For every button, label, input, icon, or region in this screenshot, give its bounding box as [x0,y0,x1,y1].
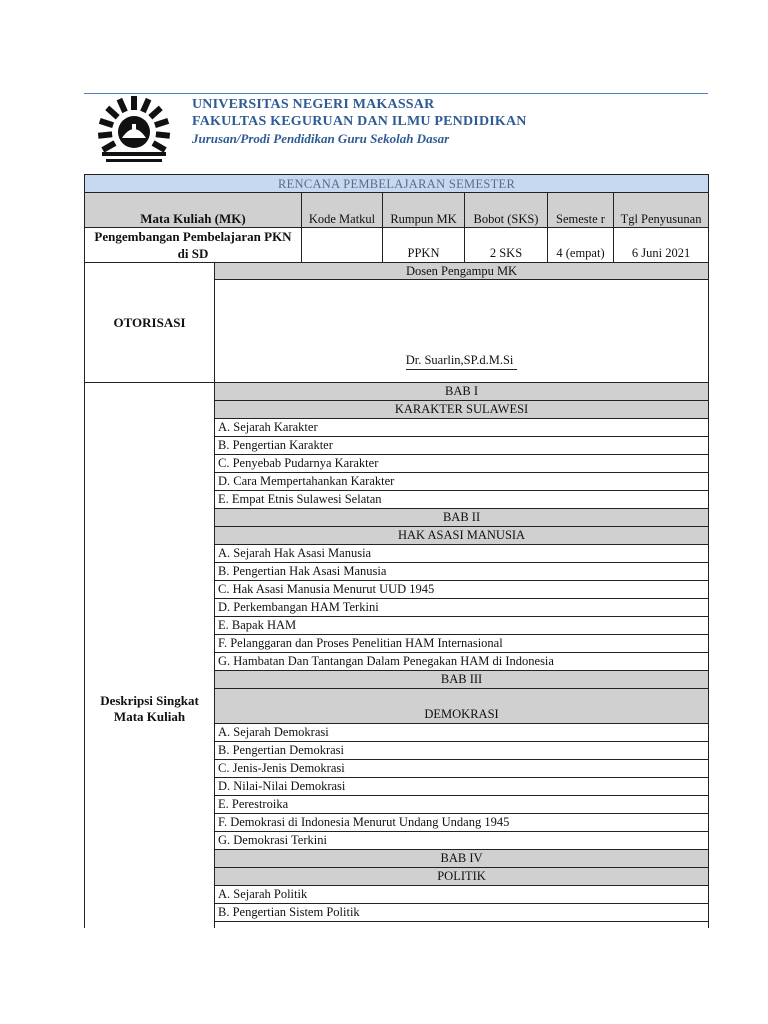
institution-text [192,96,527,147]
course-name: Pengembangan Pembelajaran PKN di SD [85,228,302,263]
list-item: B. Pengertian Sistem Politik [215,904,709,922]
course-rumpun: PPKN [383,228,465,263]
list-item: F. Demokrasi di Indonesia Menurut Undang Undang 1945 [215,814,709,832]
course-tgl: 6 Juni 2021 [614,228,709,263]
department-name: Jurusan/Prodi Pendidikan Guru Sekolah Dasar [192,131,450,146]
course-kode [302,228,383,263]
page-bottom-whitespace [0,928,768,1024]
list-item: G. Hambatan Dan Tantangan Dalam Penegakan HAM di Indonesia [215,653,709,671]
list-item: B. Pengertian Hak Asasi Manusia [215,563,709,581]
bab3-title: DEMOKRASI [215,689,709,724]
doc-title-row [85,175,709,193]
column-header-row [85,193,709,228]
course-bobot: 2 SKS [465,228,548,263]
faculty-name: FAKULTAS KEGURUAN DAN ILMU PENDIDIKAN [192,114,527,129]
list-item: C. Hak Asasi Manusia Menurut UUD 1945 [215,581,709,599]
list-item: C. Penyebab Pudarnya Karakter [215,455,709,473]
otorisasi-header-row [85,263,709,280]
university-logo-icon [96,94,172,166]
list-item: A. Sejarah Karakter [215,419,709,437]
col-tgl: Tgl Penyusunan [614,193,709,228]
bab4-number: BAB IV [215,850,709,868]
list-item: E. Bapak HAM [215,617,709,635]
bab4-title: POLITIK [215,868,709,886]
course-row [85,228,709,263]
col-mata-kuliah: Mata Kuliah (MK) [85,193,302,228]
university-name: UNIVERSITAS NEGERI MAKASSAR [192,97,435,112]
list-item: D. Nilai-Nilai Demokrasi [215,778,709,796]
list-item: A. Sejarah Politik [215,886,709,904]
col-kode: Kode Matkul [302,193,383,228]
course-semester: 4 (empat) [548,228,614,263]
list-item: E. Perestroika [215,796,709,814]
bab2-number: BAB II [215,509,709,527]
col-bobot: Bobot (SKS) [465,193,548,228]
dosen-header: Dosen Pengampu MK [215,263,709,280]
list-item: G. Demokrasi Terkini [215,832,709,850]
list-item: D. Cara Mempertahankan Karakter [215,473,709,491]
bab1-number: BAB I [215,383,709,401]
dosen-name: Dr. Suarlin,SP.d.M.Si [406,353,518,370]
bab1-title: KARAKTER SULAWESI [215,401,709,419]
deskripsi-label: Deskripsi Singkat Mata Kuliah [85,383,215,940]
list-item: A. Sejarah Demokrasi [215,724,709,742]
list-item: D. Perkembangan HAM Terkini [215,599,709,617]
col-rumpun: Rumpun MK [383,193,465,228]
list-item: A. Sejarah Hak Asasi Manusia [215,545,709,563]
bab2-title: HAK ASASI MANUSIA [215,527,709,545]
otorisasi-label: OTORISASI [85,263,215,383]
rps-table [84,174,709,940]
list-item: B. Pengertian Karakter [215,437,709,455]
doc-title: RENCANA PEMBELAJARAN SEMESTER [85,175,709,193]
document-header [84,94,708,170]
list-item: B. Pengertian Demokrasi [215,742,709,760]
list-item: C. Jenis-Jenis Demokrasi [215,760,709,778]
bab3-number: BAB III [215,671,709,689]
col-semester: Semeste r [548,193,614,228]
list-item: E. Empat Etnis Sulawesi Selatan [215,491,709,509]
list-item: F. Pelanggaran dan Proses Penelitian HAM Internasional [215,635,709,653]
